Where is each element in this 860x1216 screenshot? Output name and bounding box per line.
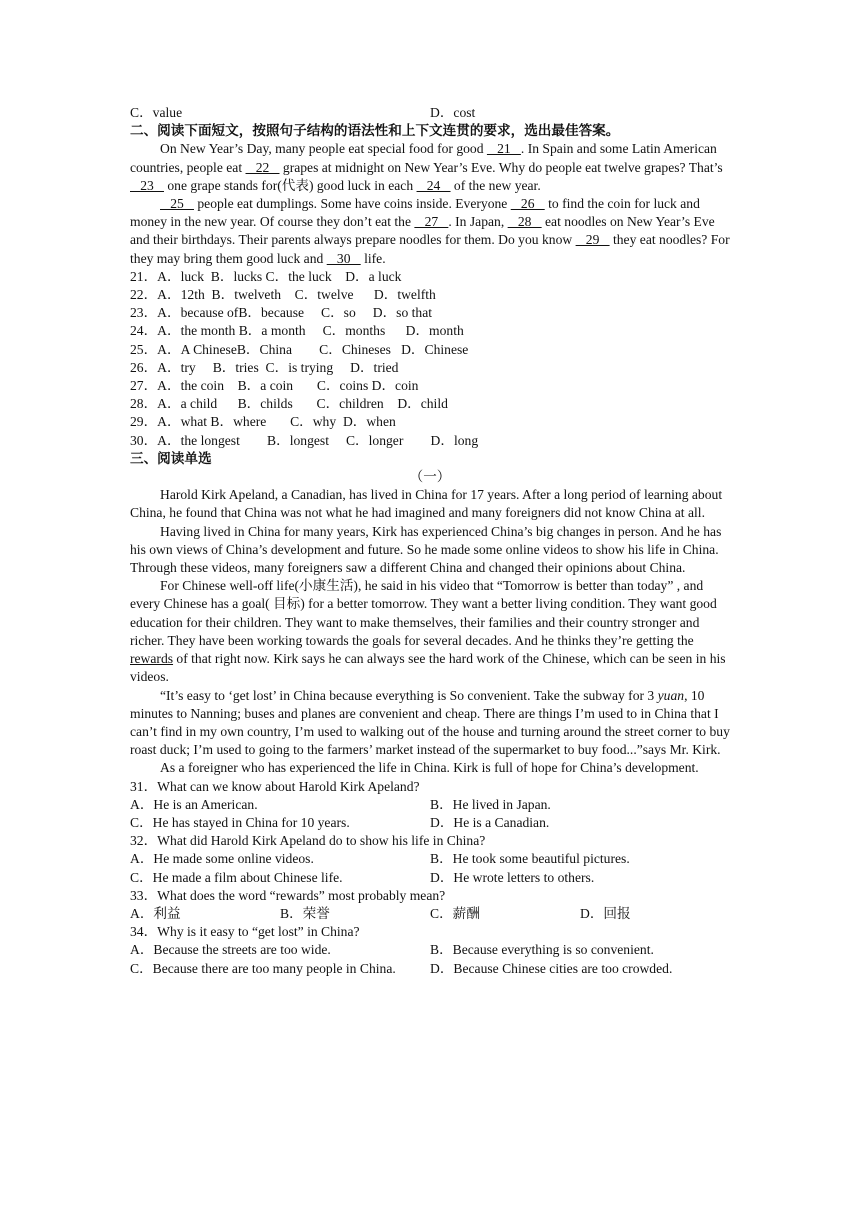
question-33-option-a: A．利益 xyxy=(130,905,181,921)
question-33-option-d: D．回报 xyxy=(580,905,631,921)
blank-22: 22 xyxy=(245,159,280,175)
cloze-option-25: 25．A．A ChineseB．China C．Chineses D．Chinese xyxy=(130,341,469,357)
cloze-option-22: 22．A．12th B．twelveth C．twelve D．twelfth xyxy=(130,287,436,303)
question-31 xyxy=(130,778,730,833)
cloze-option-26: 26．A．try B．tries C．is trying D．tried xyxy=(130,359,399,375)
question-32-option-a: A．He made some online videos. xyxy=(130,851,314,867)
reading-paragraph-5: As a foreigner who has experienced the life in China. Kirk is full of hope for China’s development. xyxy=(160,760,699,776)
question-33-option-b: B．荣誉 xyxy=(280,905,330,921)
question-34-stem: 34．Why is it easy to “get lost” in China? xyxy=(130,924,360,940)
blank-23: 23 xyxy=(130,177,164,193)
option-c: C．value xyxy=(130,105,183,120)
cloze-options xyxy=(130,268,730,450)
reading-paragraph-2: Having lived in China for many years, Kirk has experienced China’s big changes in person. And he has his own views of China’s development and future. So he made some online videos to show his life in China. Through these videos, many foreigners saw a different China and changed their opinions about China. xyxy=(130,523,722,576)
blank-27: 27 xyxy=(414,214,449,230)
cloze-option-28: 28．A．a child B．childs C．children D．child xyxy=(130,396,448,412)
section2-heading: 二、阅读下面短文，按照句子结构的语法性和上下文连贯的要求，选出最佳答案。 xyxy=(130,123,620,139)
question-33-option-c: C．薪酬 xyxy=(430,905,480,921)
blank-28: 28 xyxy=(507,214,542,230)
page-content xyxy=(130,104,730,978)
section3-heading: 三、阅读单选 xyxy=(130,450,212,466)
question-34-option-a: A．Because the streets are too wide. xyxy=(130,942,331,958)
question-34-option-d: D．Because Chinese cities are too crowded. xyxy=(430,960,673,976)
cloze-option-29: 29．A．what B．where C．why D．when xyxy=(130,414,396,430)
question-31-stem: 31．What can we know about Harold Kirk Apeland? xyxy=(130,778,420,794)
reading-paragraph-4: “It’s easy to ‘get lost’ in China because everything is So convenient. Take the subway for 3 yuan, 10 minutes to Nanning; buses and planes are convenient and cheap. There are things I’m used to in China that I can’t find in my own country, I’m used to walking out of the house and turning around the street corner to buy roast duck; I’m used to going to the farmers’ market instead of the supermarket to buy food...”says Mr. Kirk. xyxy=(130,687,730,758)
question-31-option-c: C．He has stayed in China for 10 years. xyxy=(130,814,350,830)
reading-paragraph-3: For Chinese well-off life(小康生活), he said in his video that “Tomorrow is better than today” , and every Chinese has a goal( 目标) for a better tomorrow. They want a better living condition. They want good education for their children. They want to make themselves, their families and their country stronger and richer. They have been working towards the goals for several decades. And he thinks they’re getting the rewards of that right now. Kirk says he can always see the hard work of the Chinese, which can be seen in his videos. xyxy=(130,578,726,685)
question-33 xyxy=(130,887,730,923)
cloze-paragraph-2: 25 people eat dumplings. Some have coins inside. Everyone 26 to find the coin for luck and money in the new year. Of course they don’t eat the 27 . In Japan, 28 eat noodles on New Year’s Eve and their birthdays. Their parents always prepare noodles for them. Do you know 29 they eat noodles? For they may bring them good luck and 30 life. xyxy=(130,196,730,266)
blank-21: 21 xyxy=(486,141,521,157)
blank-24: 24 xyxy=(416,177,451,193)
cloze-option-24: 24．A．the month B．a month C．months D．month xyxy=(130,323,464,339)
blank-29: 29 xyxy=(575,232,610,248)
question-32-option-b: B．He took some beautiful pictures. xyxy=(430,851,630,867)
question-34 xyxy=(130,923,730,978)
cloze-option-27: 27．A．the coin B．a coin C．coins D．coin xyxy=(130,378,419,394)
reading-paragraph-1: Harold Kirk Apeland, a Canadian, has lived in China for 17 years. After a long period of learning about China, he found that China was not what he had imagined and many foreigners did not know China at all. xyxy=(130,487,723,521)
question-34-option-c: C．Because there are too many people in China. xyxy=(130,960,396,976)
question-32-stem: 32．What did Harold Kirk Apeland do to show his life in China? xyxy=(130,833,486,849)
previous-question-options xyxy=(130,104,730,122)
blank-25: 25 xyxy=(160,196,194,212)
blank-30: 30 xyxy=(326,250,361,266)
question-33-stem: 33．What does the word “rewards” most probably mean? xyxy=(130,887,446,903)
option-d: D．cost xyxy=(430,105,476,120)
underlined-word-rewards: rewards xyxy=(130,651,174,667)
question-31-option-b: B．He lived in Japan. xyxy=(430,796,551,812)
question-31-option-d: D．He is a Canadian. xyxy=(430,814,550,830)
question-32-option-d: D．He wrote letters to others. xyxy=(430,869,595,885)
question-32 xyxy=(130,832,730,887)
question-31-option-a: A．He is an American. xyxy=(130,796,258,812)
question-32-option-c: C．He made a film about Chinese life. xyxy=(130,869,343,885)
cloze-option-30: 30．A．the longest B．longest C．longer D．long xyxy=(130,432,479,448)
blank-26: 26 xyxy=(510,196,545,212)
italic-word-yuan: yuan xyxy=(657,687,685,703)
cloze-option-21: 21．A．luck B．lucks C．the luck D．a luck xyxy=(130,268,402,284)
cloze-option-23: 23．A．because ofB．because C．so D．so that xyxy=(130,305,433,321)
passage-number: （一） xyxy=(409,469,451,485)
question-34-option-b: B．Because everything is so convenient. xyxy=(430,942,654,958)
cloze-paragraph-1: On New Year’s Day, many people eat special food for good 21 . In Spain and some Latin American countries, people eat 22 grapes at midnight on New Year’s Eve. Why do people eat twelve grapes? That’s 23 one grape stands for(代表) good luck in each 24 of the new year. xyxy=(130,141,723,193)
